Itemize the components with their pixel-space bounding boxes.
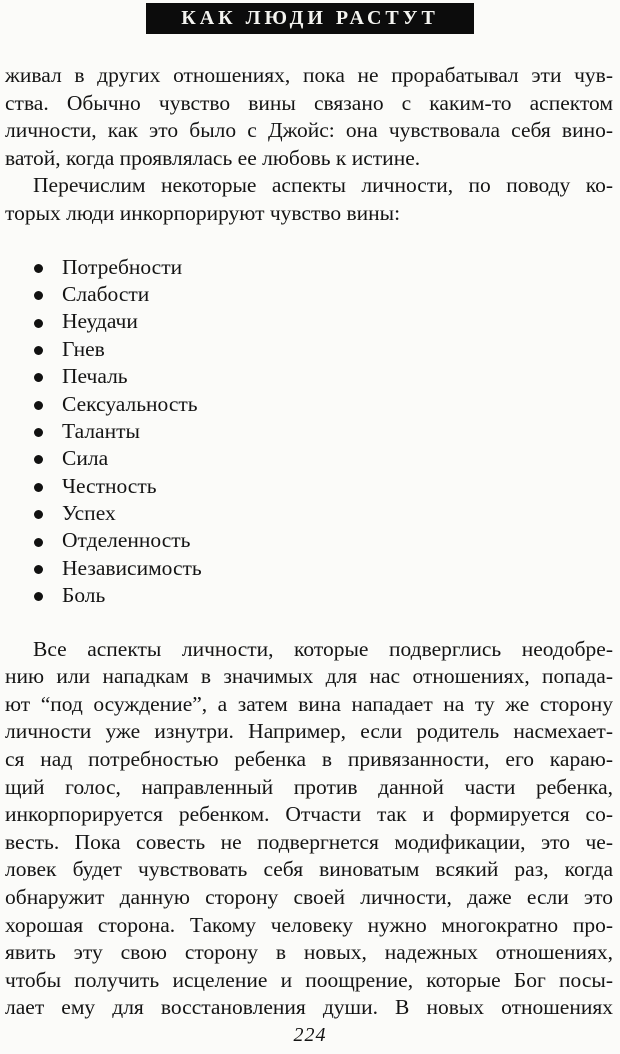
list-item [34, 254, 613, 281]
list-item [34, 308, 613, 335]
bullet-icon [34, 538, 43, 547]
list-item-label: Неудачи [62, 309, 138, 334]
text-line: ватой, когда проявлялась ее любовь к истине. [5, 145, 421, 170]
paragraph-list-intro [5, 172, 613, 227]
text-line: явить эту свою сторону в новых, надежных отношениях, [5, 940, 613, 965]
text-line: обнаружит данную сторону своей личности, даже если это [5, 884, 613, 909]
text-line: живал в других отношениях, пока не прорабатывал эти чув- [5, 63, 613, 87]
page-number: 224 [293, 1024, 327, 1046]
chapter-header-bar [146, 3, 474, 34]
list-item [34, 391, 613, 418]
list-item [34, 473, 613, 500]
list-item-label: Честность [62, 473, 157, 498]
page-body [0, 34, 620, 1022]
bullet-icon [34, 510, 43, 519]
text-line: Перечислим некоторые аспекты личности, по поводу ко- [33, 173, 613, 198]
text-line: личности, как это было с Джойс: она чувствовала себя вино- [5, 118, 613, 143]
text-line: инкорпорируется ребенком. Отчасти так и формируется со- [5, 802, 613, 827]
text-line: щий голос, направленный против данной части ребенка, [5, 774, 613, 799]
list-item-label: Сексуальность [62, 391, 198, 416]
list-item-label: Сила [62, 446, 109, 471]
bullet-icon [34, 592, 43, 601]
list-item [34, 555, 613, 582]
list-item-label: Отделенность [62, 528, 191, 553]
list-item-label: Таланты [62, 418, 140, 443]
text-line: хорошая сторона. Такому человеку нужно многократно про- [5, 912, 613, 937]
list-item [34, 336, 613, 363]
text-line: нию или нападкам в значимых для нас отношениях, попада- [5, 664, 613, 689]
text-line: чтобы получить исцеление и поощрение, которые Бог посы- [5, 967, 613, 992]
text-line: ся над потребностью ребенка в привязанности, его караю- [5, 747, 613, 772]
text-line: Все аспекты личности, которые подверглись неодобре- [33, 636, 613, 661]
chapter-title: КАК ЛЮДИ РАСТУТ [181, 7, 439, 29]
text-line: торых люди инкорпорируют чувство вины: [5, 200, 401, 225]
bullet-icon [34, 401, 43, 410]
text-line: весть. Пока совесть не подвергнется модификации, это че- [5, 829, 613, 854]
list-item-label: Печаль [62, 364, 128, 389]
bullet-icon [34, 291, 43, 300]
text-line: ловек будет чувствовать себя виноватым всякий раз, когда [5, 857, 613, 882]
text-line: лает ему для восстановления души. В новых отношениях [5, 995, 613, 1020]
list-item [34, 500, 613, 527]
list-item [34, 281, 613, 308]
list-item-label: Слабости [62, 281, 150, 306]
list-item-label: Гнев [62, 336, 105, 361]
bullet-icon [34, 455, 43, 464]
list-item [34, 527, 613, 554]
list-item [34, 363, 613, 390]
list-item [34, 445, 613, 472]
paragraph-continuation [5, 62, 613, 172]
list-item-label: Успех [62, 501, 116, 526]
list-item-label: Боль [62, 583, 106, 608]
bullet-icon [34, 346, 43, 355]
personality-aspects-list [5, 254, 613, 610]
list-item-label: Потребности [62, 254, 183, 279]
list-item-label: Независимость [62, 555, 202, 580]
list-item [34, 418, 613, 445]
list-item [34, 582, 613, 609]
bullet-icon [34, 373, 43, 382]
paragraph-main [5, 636, 613, 1022]
bullet-icon [34, 483, 43, 492]
bullet-icon [34, 565, 43, 574]
text-line: ют “под осуждение”, а затем вина нападает на ту же сторону [5, 691, 613, 716]
bullet-icon [34, 319, 43, 328]
bullet-icon [34, 428, 43, 437]
text-line: личности уже изнутри. Например, если родитель насмехает- [5, 719, 613, 744]
text-line: ства. Обычно чувство вины связано с каким-то аспектом [5, 90, 613, 115]
bullet-icon [34, 264, 43, 273]
